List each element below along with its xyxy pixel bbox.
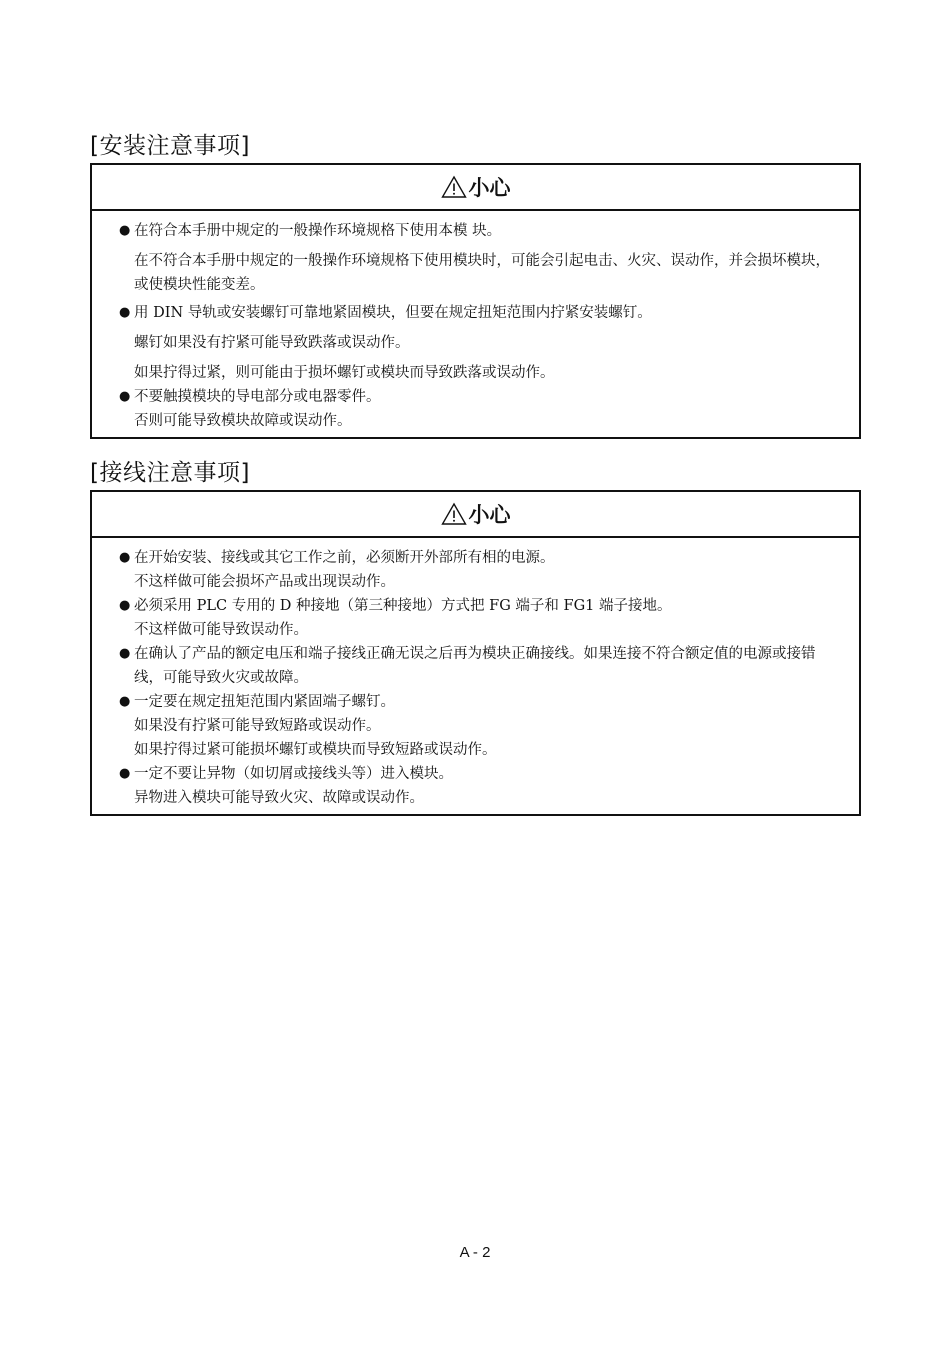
caution-box bbox=[90, 163, 861, 439]
caution-header bbox=[92, 492, 859, 538]
bullet-icon: ● bbox=[119, 305, 131, 320]
caution-label: 小心 bbox=[468, 176, 511, 200]
item-lead: 在确认了产品的额定电压和端子接线正确无误之后再为模块正确接线。如果连接不符合额定值的电源或接错线，可能导致火灾或故障。 bbox=[134, 646, 816, 686]
bullet-icon: ● bbox=[119, 694, 131, 709]
bullet-icon: ● bbox=[119, 598, 131, 613]
page-number: A - 2 bbox=[459, 1244, 491, 1261]
item-lead: 不要触摸模块的导电部分或电器零件。 bbox=[134, 389, 381, 405]
section-title-wiring: [接线注意事项] bbox=[90, 460, 250, 486]
caution-header bbox=[92, 165, 859, 211]
caution-item bbox=[119, 546, 839, 594]
caution-body bbox=[92, 211, 859, 437]
item-note: 不这样做可能会损坏产品或出现误动作。 bbox=[134, 574, 395, 590]
wiring-precautions-section bbox=[90, 459, 861, 816]
warning-triangle-icon bbox=[441, 502, 467, 526]
item-note: 如果没有拧紧可能导致短路或误动作。 bbox=[134, 718, 381, 734]
installation-precautions-section bbox=[90, 132, 861, 439]
caution-item bbox=[119, 301, 839, 385]
item-note: 如果拧得过紧可能损坏螺钉或模块而导致短路或误动作。 bbox=[134, 742, 497, 758]
item-lead: 必须采用 PLC 专用的 D 种接地（第三种接地）方式把 FG 端子和 FG1 端子接地。 bbox=[134, 598, 672, 614]
item-note: 否则可能导致模块故障或误动作。 bbox=[134, 413, 352, 429]
item-note: 螺钉如果没有拧紧可能导致跌落或误动作。 bbox=[134, 335, 410, 351]
item-lead: 在符合本手册中规定的一般操作环境规格下使用本模 块。 bbox=[134, 223, 502, 239]
caution-item bbox=[119, 385, 839, 433]
bullet-icon: ● bbox=[119, 223, 131, 238]
caution-item bbox=[119, 762, 839, 810]
caution-item bbox=[119, 219, 839, 297]
bullet-icon: ● bbox=[119, 646, 131, 661]
item-note: 异物进入模块可能导致火灾、故障或误动作。 bbox=[134, 790, 424, 806]
caution-item bbox=[119, 642, 839, 690]
section-title-installation: [安装注意事项] bbox=[90, 133, 250, 159]
caution-box bbox=[90, 490, 861, 816]
bullet-icon: ● bbox=[119, 550, 131, 565]
warning-triangle-icon bbox=[441, 175, 467, 199]
caution-label: 小心 bbox=[468, 503, 511, 527]
item-lead: 一定不要让异物（如切屑或接线头等）进入模块。 bbox=[134, 766, 453, 782]
caution-item bbox=[119, 594, 839, 642]
bullet-icon: ● bbox=[119, 766, 131, 781]
item-note: 不这样做可能导致误动作。 bbox=[134, 622, 308, 638]
item-note: 在不符合本手册中规定的一般操作环境规格下使用模块时，可能会引起电击、火灾、误动作，并会损坏模块，或使模块性能变差。 bbox=[134, 253, 830, 293]
caution-body bbox=[92, 538, 859, 814]
caution-item bbox=[119, 690, 839, 762]
item-lead: 在开始安装、接线或其它工作之前，必须断开外部所有相的电源。 bbox=[134, 550, 555, 566]
item-note: 如果拧得过紧，则可能由于损坏螺钉或模块而导致跌落或误动作。 bbox=[134, 365, 555, 381]
bullet-icon: ● bbox=[119, 389, 131, 404]
item-lead: 一定要在规定扭矩范围内紧固端子螺钉。 bbox=[134, 694, 395, 710]
item-lead: 用 DIN 导轨或安装螺钉可靠地紧固模块，但要在规定扭矩范围内拧紧安装螺钉。 bbox=[134, 305, 652, 321]
